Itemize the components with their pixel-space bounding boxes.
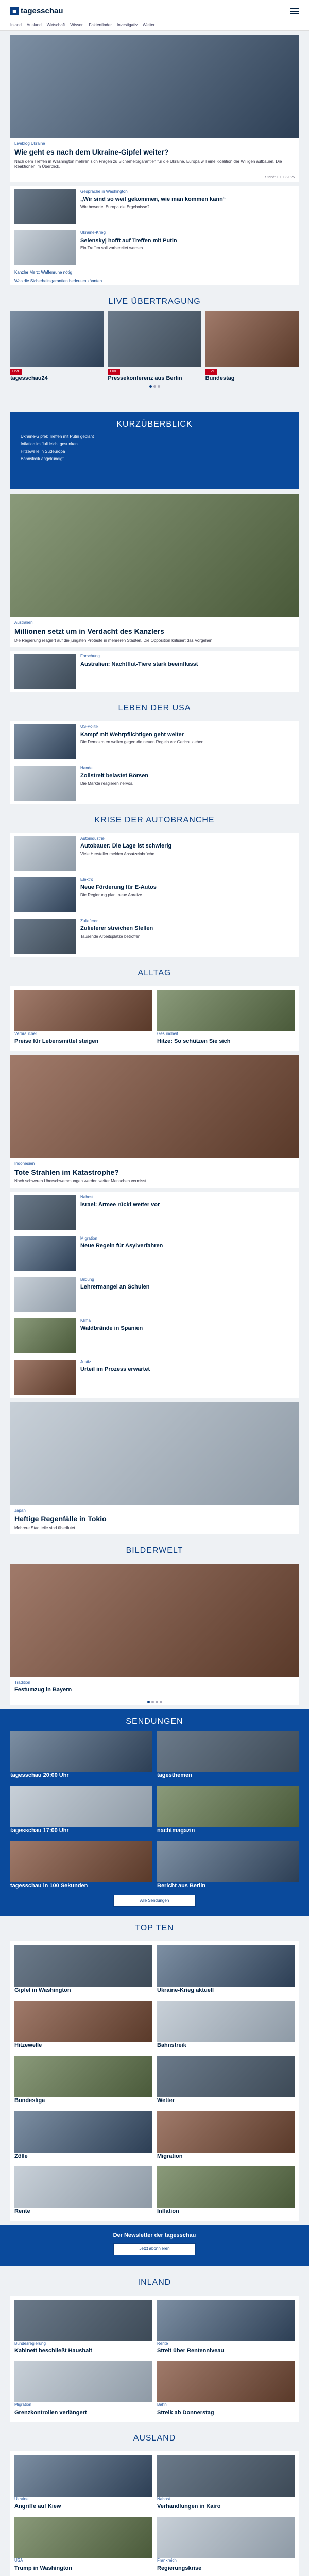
list-item[interactable] [10, 721, 299, 762]
thumbnail [14, 230, 76, 265]
live-item[interactable] [108, 311, 201, 384]
top-stories [10, 186, 299, 285]
nav-item[interactable]: Wetter [143, 23, 155, 27]
grid-item[interactable] [14, 990, 152, 1047]
briefing-item[interactable]: Hitzewelle in Südeuropa [21, 449, 65, 454]
kicker: Elektro [80, 877, 93, 883]
nav-item[interactable]: Wissen [70, 23, 84, 27]
newsletter-text: Der Newsletter der tagesschau [113, 2232, 196, 2239]
thumbnail [14, 836, 76, 871]
section-title: AUSLAND [133, 2433, 176, 2443]
headline: Millionen setzt um in Verdacht des Kanzlers [14, 627, 164, 636]
kicker: Bundesregierung [14, 2341, 46, 2346]
newsletter-button[interactable]: Jetzt abonnieren [113, 2243, 196, 2255]
headline: tagesthemen [157, 1772, 192, 1778]
live-section [0, 290, 309, 408]
headline: Preise für Lebensmittel steigen [14, 1038, 99, 1045]
story-image [10, 494, 299, 617]
carousel-dots[interactable] [10, 1699, 299, 1705]
kicker: Migration [80, 1235, 97, 1241]
grid-item[interactable] [157, 2361, 295, 2418]
grid-item[interactable] [157, 2111, 295, 2161]
kicker: Ukraine [14, 2496, 29, 2501]
logo-text: tagesschau [21, 7, 63, 16]
list-item[interactable] [10, 1357, 299, 1398]
nav-item[interactable]: Wirtschaft [46, 23, 65, 27]
kicker: Nahost [80, 1194, 94, 1199]
grid-item[interactable] [157, 1786, 299, 1836]
list-block [10, 1192, 299, 1398]
gallery[interactable] [10, 1564, 299, 1705]
teaser: Die Demokraten wollen gegen die neuen Regeln vor Gericht ziehen. [80, 739, 205, 744]
nav-item[interactable]: Inland [10, 23, 22, 27]
lead-meta: Stand: 19.08.2025 [265, 176, 295, 180]
headline: Verhandlungen in Kairo [157, 2503, 221, 2510]
nav-item[interactable]: Ausland [26, 23, 42, 27]
top-link[interactable]: Was die Sicherheitsgarantien bedeuten könnten [14, 278, 102, 283]
headline: Trump in Washington [14, 2565, 73, 2571]
headline: Kampf mit Wehrpflichtigen geht weiter [80, 731, 184, 738]
ausland-section [0, 2426, 309, 2576]
headline: Bericht aus Berlin [157, 1883, 206, 1889]
story[interactable] [10, 1402, 299, 1534]
teaser: Wie bewertet Europa die Ergebnisse? [80, 204, 150, 209]
grid-item[interactable] [14, 2361, 152, 2418]
kicker: US-Politik [80, 724, 99, 730]
headline: Inflation [157, 2208, 179, 2214]
section-title: TOP TEN [135, 1923, 174, 1933]
kicker: Ukraine-Krieg [80, 230, 106, 235]
lead-image [10, 35, 299, 138]
list-block [10, 651, 299, 692]
section-card [10, 2451, 299, 2576]
headline: Australien: Nachtflut-Tiere stark beeinflusst [80, 660, 198, 667]
section-title: LIVE ÜBERTRAGUNG [108, 297, 201, 307]
lead-kicker: Liveblog Ukraine [14, 141, 45, 146]
headline: Zölle [14, 2153, 28, 2159]
grid-item[interactable] [157, 2517, 295, 2573]
list-item[interactable] [10, 227, 299, 268]
thumbnail [14, 766, 76, 801]
teaser: Mehrere Stadtteile sind überflutet. [14, 1526, 77, 1531]
headline: Zollstreit belastet Börsen [80, 772, 149, 779]
grid-item[interactable] [14, 2517, 152, 2573]
thumbnail [14, 919, 76, 954]
section-card [10, 1941, 299, 2221]
section-title: ALLTAG [138, 969, 171, 978]
grid-item[interactable] [157, 1731, 299, 1781]
kicker: Zulieferer [80, 919, 98, 924]
kicker: Migration [14, 2402, 31, 2408]
sendungen-section [0, 1709, 309, 1916]
headline: tagesschau24 [10, 375, 48, 382]
headline: Bundesliga [14, 2097, 45, 2104]
thumbnail [157, 990, 295, 1031]
section-title: LEBEN DER USA [118, 704, 191, 713]
thumbnail [14, 724, 76, 759]
live-badge: LIVE [108, 369, 119, 375]
auto-section [0, 808, 309, 957]
kicker: Japan [14, 1507, 26, 1513]
kicker: Forschung [80, 654, 100, 659]
grid-item[interactable] [14, 2111, 152, 2161]
headline: Neue Förderung für E-Autos [80, 884, 157, 891]
section-title: KURZÜBERBLICK [116, 420, 193, 429]
kicker: Frankreich [157, 2558, 177, 2563]
headline: Lehrermangel an Schulen [80, 1284, 150, 1291]
live-item[interactable] [205, 311, 299, 384]
grid-item[interactable] [14, 2455, 152, 2512]
section-card [10, 986, 299, 1051]
teaser: Die Regierung reagiert auf die jüngsten Proteste in mehreren Städten. Die Opposition kritisiert das Vorgehen. [14, 638, 214, 643]
kicker: Handel [80, 766, 94, 771]
headline: Hitzewelle [14, 2042, 42, 2048]
headline: Angriffe auf Kiew [14, 2503, 61, 2510]
list-item[interactable] [10, 874, 299, 916]
list-item[interactable] [10, 916, 299, 957]
story[interactable] [10, 494, 299, 647]
list-item[interactable] [10, 833, 299, 874]
carousel-dots[interactable] [0, 383, 309, 390]
headline: Streik ab Donnerstag [157, 2409, 214, 2416]
headline: Festumzug in Bayern [14, 1687, 72, 1693]
topten-section [0, 1916, 309, 2221]
briefing-item[interactable]: Bahnstreik angekündigt [21, 456, 64, 462]
lead-title: Wie geht es nach dem Ukraine-Gipfel weiter? [14, 148, 169, 157]
briefing-list [21, 433, 288, 463]
headline: Wetter [157, 2097, 175, 2104]
headline: tagesschau 20:00 Uhr [10, 1772, 69, 1778]
grid-item[interactable] [10, 1841, 152, 1891]
kicker: Gespräche in Washington [80, 189, 128, 194]
thumbnail [14, 1360, 76, 1395]
briefing-box [10, 412, 299, 489]
headline: Bundestag [205, 375, 235, 382]
thumbnail [14, 1318, 76, 1353]
kicker: Autoindustrie [80, 836, 105, 841]
headline: Israel: Armee rückt weiter vor [80, 1201, 160, 1208]
section-card [10, 721, 299, 804]
grid-item[interactable] [14, 2166, 152, 2216]
live-badge: LIVE [205, 369, 217, 375]
kicker: Bahn [157, 2402, 167, 2408]
headline: Regierungskrise [157, 2565, 202, 2571]
briefing-item[interactable]: Inflation im Juli leicht gesunken [21, 442, 78, 447]
teaser: Tausende Arbeitsplätze betroffen. [80, 934, 142, 939]
headline: Rente [14, 2208, 30, 2214]
kicker: Nahost [157, 2496, 170, 2501]
story-image [10, 1055, 299, 1158]
grid-item[interactable] [10, 1731, 152, 1781]
headline: tagesschau in 100 Sekunden [10, 1883, 88, 1889]
headline: Grenzkontrollen verlängert [14, 2409, 87, 2416]
briefing-item[interactable]: Ukraine-Gipfel: Treffen mit Putin geplant [21, 434, 94, 439]
grid-item[interactable] [157, 2001, 295, 2050]
teaser: Die Märkte reagieren nervös. [80, 781, 134, 786]
usa-section [0, 696, 309, 804]
thumbnail [14, 189, 76, 224]
section-card [10, 2296, 299, 2422]
top-link[interactable]: Kanzler Merz: Waffenruhe nötig [14, 270, 73, 275]
section-title: INLAND [138, 2278, 171, 2287]
alltag-section [0, 961, 309, 1050]
headline: Urteil im Prozess erwartet [80, 1366, 150, 1373]
teaser: Viele Hersteller melden Absatzeinbrüche. [80, 851, 156, 856]
headline: Gipfel in Washington [14, 1987, 71, 1993]
list-item[interactable] [10, 1233, 299, 1274]
list-item[interactable] [10, 1192, 299, 1233]
nav-item[interactable]: Faktenfinder [89, 23, 112, 27]
newsletter-box [0, 2225, 309, 2266]
grid-item[interactable] [157, 2455, 295, 2512]
teaser: Die Regierung plant neue Anreize. [80, 892, 143, 897]
live-item[interactable] [10, 311, 104, 384]
headline: Tote Strahlen im Katastrophe? [14, 1167, 119, 1176]
thumbnail [14, 877, 76, 912]
inland-section [0, 2270, 309, 2422]
nav-item[interactable]: Investigativ [116, 23, 138, 27]
headline: Bahnstreik [157, 2042, 186, 2048]
teaser: Ein Treffen soll vorbereitet werden. [80, 245, 144, 250]
thumbnail [14, 1236, 76, 1271]
kicker: Klima [80, 1318, 91, 1323]
kicker: Australien [14, 620, 33, 625]
grid-item[interactable] [14, 1945, 152, 1995]
grid-item[interactable] [157, 2166, 295, 2216]
list-item[interactable] [10, 651, 299, 692]
thumbnail [14, 990, 152, 1031]
thumbnail [14, 1195, 76, 1230]
kicker: Gesundheit [157, 1031, 178, 1036]
list-item[interactable] [10, 762, 299, 804]
section-title: SENDUNGEN [126, 1717, 183, 1726]
grid-item[interactable] [14, 2300, 152, 2357]
list-item[interactable] [10, 1274, 299, 1315]
kicker: Tradition [14, 1680, 30, 1685]
nav-row [0, 23, 309, 31]
headline: Hitze: So schützen Sie sich [157, 1038, 231, 1045]
headline: Neue Regeln für Asylverfahren [80, 1243, 163, 1249]
section-title: BILDERWELT [126, 1546, 183, 1555]
headline: Migration [157, 2153, 183, 2159]
thumbnail [14, 654, 76, 689]
logo-icon: ◼ [10, 7, 19, 15]
grid-item[interactable] [14, 2056, 152, 2106]
thumbnail [14, 1277, 76, 1312]
top-bar [0, 0, 309, 23]
kicker: Rente [157, 2341, 168, 2346]
menu-icon[interactable] [290, 8, 299, 14]
teaser: Nach schweren Überschwemmungen werden weiter Menschen vermisst. [14, 1179, 148, 1184]
gallery-image [10, 1564, 299, 1677]
headline: Autobauer: Die Lage ist schwierig [80, 843, 172, 850]
section-title: KRISE DER AUTOBRANCHE [94, 816, 215, 825]
logo[interactable] [10, 6, 63, 16]
lead-story[interactable] [10, 35, 299, 182]
grid-item[interactable] [157, 2056, 295, 2106]
headline: tagesschau 17:00 Uhr [10, 1827, 69, 1834]
grid-item[interactable] [157, 1841, 299, 1891]
headline: Heftige Regenfälle in Tokio [14, 1515, 107, 1523]
grid-item[interactable] [157, 990, 295, 1047]
grid-item[interactable] [157, 2300, 295, 2357]
grid-item[interactable] [157, 1945, 295, 1995]
headline: Kabinett beschließt Haushalt [14, 2347, 92, 2354]
list-item[interactable] [10, 186, 299, 227]
story[interactable] [10, 1055, 299, 1188]
kicker: Bildung [80, 1277, 94, 1282]
grid-item[interactable] [14, 2001, 152, 2050]
story-image [10, 1402, 299, 1505]
headline: Streit über Rentenniveau [157, 2347, 225, 2354]
headline: Selenskyj hofft auf Treffen mit Putin [80, 237, 177, 244]
headline: „Wir sind so weit gekommen, wie man kommen kann“ [80, 196, 226, 202]
headline: Zulieferer streichen Stellen [80, 925, 153, 932]
bilder-section [0, 1538, 309, 1705]
headline: nachtmagazin [157, 1827, 195, 1834]
list-item[interactable] [10, 1315, 299, 1357]
headline: Ukraine-Krieg aktuell [157, 1987, 214, 1993]
headline: Pressekonferenz aus Berlin [108, 375, 182, 382]
live-badge: LIVE [10, 369, 22, 375]
lead-text: Nach dem Treffen in Washington mehren sich Fragen zu Sicherheitsgarantien für die Ukraine. Europa will eine Koalition der Willigen aufbauen. Die Reaktionen im Überblick. [14, 159, 282, 170]
kicker: Verbraucher [14, 1031, 37, 1036]
kicker: USA [14, 2558, 23, 2563]
section-card [10, 833, 299, 957]
all-shows-button[interactable]: Alle Sendungen [113, 1895, 196, 1906]
kicker: Indonesien [14, 1161, 35, 1166]
grid-item[interactable] [10, 1786, 152, 1836]
kicker: Justiz [80, 1359, 91, 1364]
headline: Waldbrände in Spanien [80, 1325, 143, 1332]
